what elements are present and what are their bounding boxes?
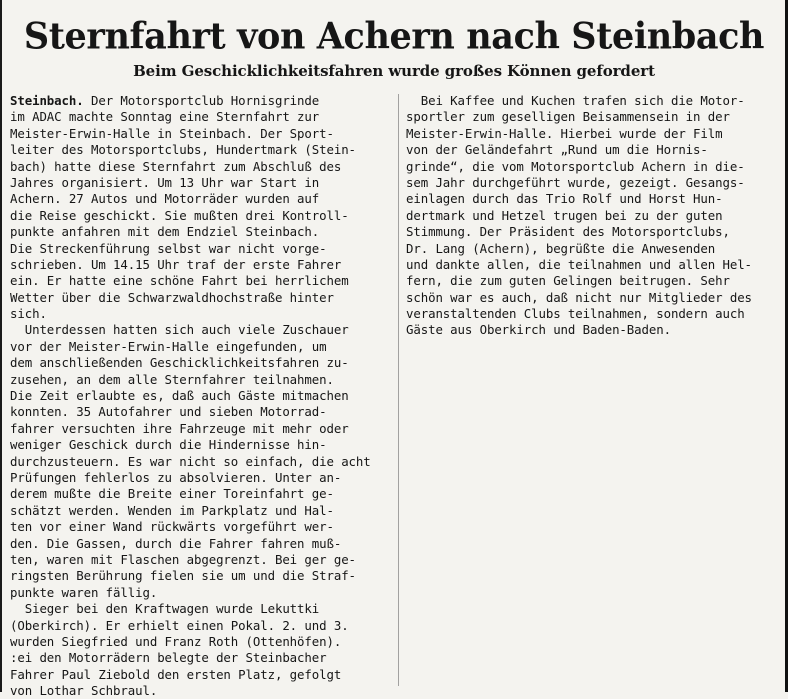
article-text: durchzusteuern. Es war nicht so einfach, die acht (10, 453, 371, 469)
article-text-line (406, 257, 778, 273)
article-text: veranstaltenden Clubs teilnahmen, sondern auch (406, 306, 745, 322)
article-text: Sieger bei den Kraftwagen wurde Lekuttki (10, 601, 320, 617)
article-text: Wetter über die Schwarzwaldhochstraße hinter (10, 289, 334, 305)
article-text-line (10, 93, 394, 109)
article-text-line (406, 290, 778, 306)
article-text: sich. (10, 306, 47, 322)
article-text-line (10, 142, 394, 158)
article-text-line (10, 159, 394, 175)
article-text-line (10, 109, 394, 125)
article-text: Gäste aus Oberkirch und Baden-Baden. (406, 322, 671, 338)
article-text: schön war es auch, daß nicht nur Mitglieder des (406, 289, 752, 305)
article-text: Die Streckenführung selbst war nicht vorge- (10, 240, 327, 256)
article-text-line (10, 273, 394, 289)
article-text: leiter des Motorsportclubs, Hundertmark (Stein- (10, 142, 356, 158)
article-text: dertmark und Hetzel trugen bei zu der guten (406, 207, 723, 223)
article-text-line (406, 93, 778, 109)
article-text: konnten. 35 Autofahrer und sieben Motorrad- (10, 404, 327, 420)
article-text-line (10, 175, 394, 191)
article-text-line (406, 224, 778, 240)
article-text-line (406, 241, 778, 257)
article-text: :ei den Motorrädern belegte der Steinbacher (10, 650, 327, 666)
article-text: dem anschließenden Geschicklichkeitsfahren zu- (10, 355, 349, 371)
article-text-line (406, 208, 778, 224)
article-text: ten, waren mit Flaschen abgegrenzt. Bei ger ge- (10, 551, 356, 567)
article-text-line (10, 388, 394, 404)
article-text-line (10, 536, 394, 552)
article-text: einlagen durch das Trio Rolf und Horst Hun- (406, 191, 723, 207)
article-text-line (10, 257, 394, 273)
article-text: von Lothar Schbraul. (10, 683, 158, 699)
article-column-left (10, 93, 394, 699)
article-text: bach) hatte diese Sternfahrt zum Abschluß des (10, 158, 342, 174)
article-text-line (406, 322, 778, 338)
article-text-line (10, 634, 394, 650)
article-text: Der Motorsportclub Hornisgrinde (83, 93, 320, 108)
article-text-line (406, 109, 778, 125)
article-text-line (10, 486, 394, 502)
article-text-line (10, 191, 394, 207)
article-text: Bei Kaffee und Kuchen trafen sich die Motor- (406, 93, 745, 108)
article-column-right (406, 93, 778, 339)
article-text-line (10, 126, 394, 142)
article-text-line (10, 355, 394, 371)
article-text: die Reise geschickt. Sie mußten drei Kontroll- (10, 207, 349, 223)
article-text: weniger Geschick durch die Hindernisse hin- (10, 437, 327, 453)
article-text: Stimmung. Der Präsident des Motorsportclubs, (406, 224, 730, 240)
article-text-line (10, 650, 394, 666)
article-text-line (10, 503, 394, 519)
article-text: schätzt werden. Wenden im Parkplatz und Hal- (10, 502, 334, 518)
article-text-line (10, 601, 394, 617)
article-text: (Oberkirch). Er erhielt einen Pokal. 2. und 3. (10, 617, 349, 633)
article-text-line (406, 126, 778, 142)
article-text: wurden Siegfried und Franz Roth (Ottenhöfen). (10, 633, 342, 649)
article-headline: Sternfahrt von Achern nach Steinbach (23, 14, 765, 58)
article-text-line (10, 372, 394, 388)
article-text: Prüfungen fehlerlos zu absolvieren. Unter an- (10, 469, 342, 485)
article-text-line (406, 142, 778, 158)
article-text: im ADAC machte Sonntag eine Sternfahrt zur (10, 109, 320, 125)
article-text: Dr. Lang (Achern), begrüßte die Anwesenden (406, 240, 716, 256)
article-text: punkte waren fällig. (10, 584, 158, 600)
article-text: sportler zum geselligen Beisammensein in der (406, 109, 730, 125)
article-text: ein. Er hatte eine schöne Fahrt bei herrlichem (10, 273, 349, 289)
article-text-line (10, 224, 394, 240)
article-text: Meister-Erwin-Halle in Steinbach. Der Sport- (10, 125, 334, 141)
article-text: von der Geländefahrt „Rund um die Hornis- (406, 142, 708, 158)
clipping-left-edge (0, 0, 2, 692)
article-text: sem Jahr durchgeführt wurde, gezeigt. Gesangs- (406, 174, 745, 190)
article-text: derem mußte die Breite einer Toreinfahrt ge- (10, 486, 334, 502)
article-text: vor der Meister-Erwin-Halle eingefunden, um (10, 338, 327, 354)
article-text-line (10, 421, 394, 437)
article-text-line (10, 208, 394, 224)
article-text-line (10, 454, 394, 470)
article-text-line (10, 519, 394, 535)
article-text: fahrer versuchten ihre Fahrzeuge mit mehr oder (10, 420, 349, 436)
article-text-line (10, 404, 394, 420)
article-text-line (10, 667, 394, 683)
article-text-line (406, 175, 778, 191)
article-text-line (406, 191, 778, 207)
column-divider (398, 94, 399, 686)
article-text-line (406, 273, 778, 289)
article-text: ten vor einer Wand rückwärts vorgeführt wer- (10, 519, 334, 535)
article-text: Fahrer Paul Ziebold den ersten Platz, gefolgt (10, 666, 342, 682)
article-text-line (10, 470, 394, 486)
article-text: Jahres organisiert. Um 13 Uhr war Start in (10, 174, 320, 190)
article-text: ringsten Berührung fielen sie um und die Straf- (10, 568, 356, 584)
article-text-line (10, 290, 394, 306)
article-text-line (406, 159, 778, 175)
dateline-place: Steinbach. (10, 93, 84, 108)
article-text: fern, die zum guten Gelingen beitrugen. Sehr (406, 273, 730, 289)
article-text: Meister-Erwin-Halle. Hierbei wurde der Film (406, 125, 723, 141)
article-text: den. Die Gassen, durch die Fahrer fahren muß- (10, 535, 342, 551)
article-text: Unterdessen hatten sich auch viele Zuschauer (10, 322, 349, 338)
article-text-line (10, 585, 394, 601)
article-text-line (10, 241, 394, 257)
article-subheadline: Beim Geschicklichkeitsfahren wurde großes Können gefordert (133, 62, 655, 80)
article-text-line (10, 552, 394, 568)
article-text-line (10, 322, 394, 338)
article-text: schrieben. Um 14.15 Uhr traf der erste Fahrer (10, 256, 342, 272)
article-text-line (10, 568, 394, 584)
article-text: Achern. 27 Autos und Motorräder wurden auf (10, 191, 320, 207)
article-text-line (10, 683, 394, 699)
article-text: Die Zeit erlaubte es, daß auch Gäste mitmachen (10, 388, 349, 404)
article-text: zusehen, an dem alle Sternfahrer teilnahmen. (10, 371, 334, 387)
article-text-line (10, 306, 394, 322)
article-text-line (10, 437, 394, 453)
article-text: und dankte allen, die teilnahmen und allen Hel- (406, 256, 752, 272)
article-text-line (10, 618, 394, 634)
article-text-line (406, 306, 778, 322)
article-text: punkte anfahren mit dem Endziel Steinbach. (10, 224, 320, 240)
article-text: grinde“, die vom Motorsportclub Achern in die- (406, 158, 745, 174)
article-text-line (10, 339, 394, 355)
